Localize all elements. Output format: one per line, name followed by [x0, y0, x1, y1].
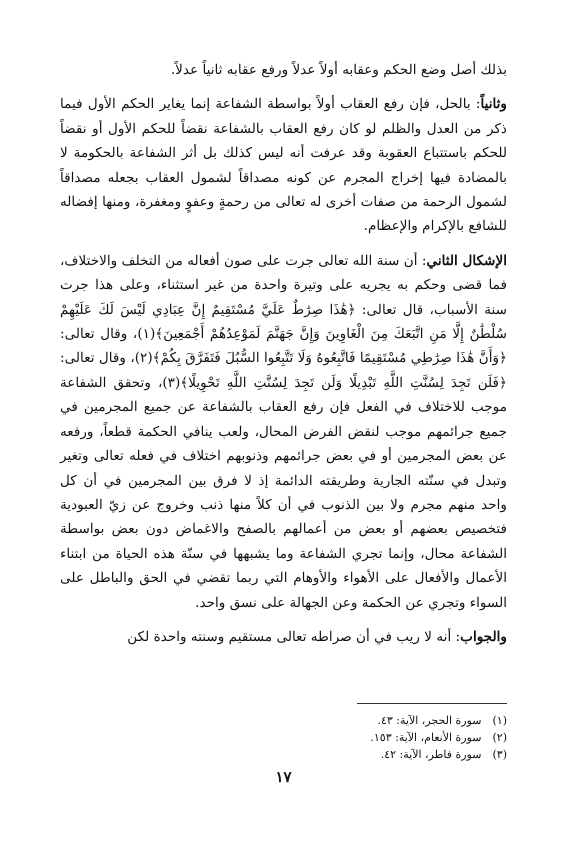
paragraph-text: بذلك أصل وضع الحكم وعقابه أولاً عدلاً ورفع عقابه ثانياً عدلاً.: [170, 62, 507, 78]
footnotes: [60, 712, 507, 763]
footnote-text: سورة الحجر، الآية: ٤٣.: [377, 714, 482, 727]
footnote-item: [60, 746, 507, 763]
paragraph-lead: الإشكال الثاني: [426, 252, 507, 269]
page-number: ١٧: [275, 768, 292, 786]
footnote-item: [60, 729, 507, 746]
footnote-divider: [357, 703, 507, 704]
paragraph-lead: وثانياً: [480, 96, 507, 113]
paragraph-lead: والجواب: [460, 628, 507, 645]
footnote-text: سورة فاطر، الآية: ٤٢.: [380, 748, 482, 761]
main-text-body: [60, 58, 507, 659]
paragraph-second-answer: [60, 92, 507, 238]
paragraph-continuation: [60, 58, 507, 82]
paragraph-text: : بالحل، فإن رفع العقاب أولاً بواسطة الشفاعة إنما يغاير الحكم الأول فيما ذكر من العدل والظلم لو كان رفع العقاب بالشفاعة نقضاً للحكم الأول أو نقضاً للحكم باستتباع العقوبة وقد عرفت أنه ليس كذلك بل أثر الشفاعة بالحكومة لا بالمضادة فيها إخراج المجرم عن كونه مصداقاً لشمول العقاب بجعله مصداقاً لشمول الرحمة من صفات أخرى له تعالى من رحمةٍ وعفوٍ ومغفرة، ومنها إفضاله للشافع بالإكرام والإعظام.: [60, 96, 507, 235]
footnote-number: (٢): [492, 731, 507, 744]
footnote-number: (٣): [492, 748, 507, 761]
paragraph-reply: [60, 625, 507, 649]
paragraph-text: : أنه لا ريب في أن صراطه تعالى مستقيم وسنته واحدة لكن: [127, 628, 461, 645]
footnote-number: (١): [492, 714, 507, 727]
footnote-item: [60, 712, 507, 729]
paragraph-text: : أن سنة الله تعالى جرت على صون أفعاله من التخلف والاختلاف، فما قضى وحكم به يجريه على وتيرة واحدة من غير استثناء، وعلى هذا جرت سنة الأسباب، قال تعالى: ﴿هَٰذَا صِرَٰطٌ عَلَيَّ مُسْتَقِيمٌ إِنَّ عِبَادِي لَيْسَ لَكَ عَلَيْهِمْ سُلْطَٰنٌ إِلَّا مَنِ اتَّبَعَكَ مِنَ الْغَاوِينَ وَإِنَّ جَهَنَّمَ لَمَوْعِدُهُمْ أَجْمَعِينَ﴾(١)، وقال تعالى: ﴿وَأَنَّ هَٰذَا صِرَٰطِي مُسْتَقِيمًا فَاتَّبِعُوهُ وَلَا تَتَّبِعُوا السُّبُلَ فَتَفَرَّقَ بِكُمْ﴾(٢)، وقال تعالى: ﴿فَلَن تَجِدَ لِسُنَّتِ اللَّهِ تَبْدِيلًا وَلَن تَجِدَ لِسُنَّتِ اللَّهِ تَحْوِيلًا﴾(٣)، وتحقق الشفاعة موجب للاختلاف في الفعل فإن رفع العقاب بالشفاعة عن جميع المجرمين في جميع جرائمهم موجب لنقض الفرض المحال، ولعب ينافي الحكمة قطعاً، ورفعه عن بعض المجرمين أو في بعض جرائمهم وذنوبهم اختلاف في فعله تعالى وتغير وتبدل في سنّته الجارية وطريقته الدائمة إذ لا فرق بين المجرمين في أن كل واحد منهم مجرم ولا بين الذنوب في أن كلاً منها ذنب وخروج عن زيّ العبودية فتخصيص بعضهم أو بعض من أعمالهم بالصفح والاغماض دون بعض بواسطة الشفاعة محال، وإنما تجري الشفاعة وما يشبهها في سنّة هذه الحياة من ابتناء الأعمال والأفعال على الأهواء والأوهام التي ربما تقضي في الحق والباطل على السواء وتجري عن الحكمة وعن الجهالة على نسق واحد.: [60, 252, 508, 611]
paragraph-second-objection: [60, 249, 507, 615]
footnote-text: سورة الأنعام، الآية: ١٥٣.: [370, 731, 482, 744]
